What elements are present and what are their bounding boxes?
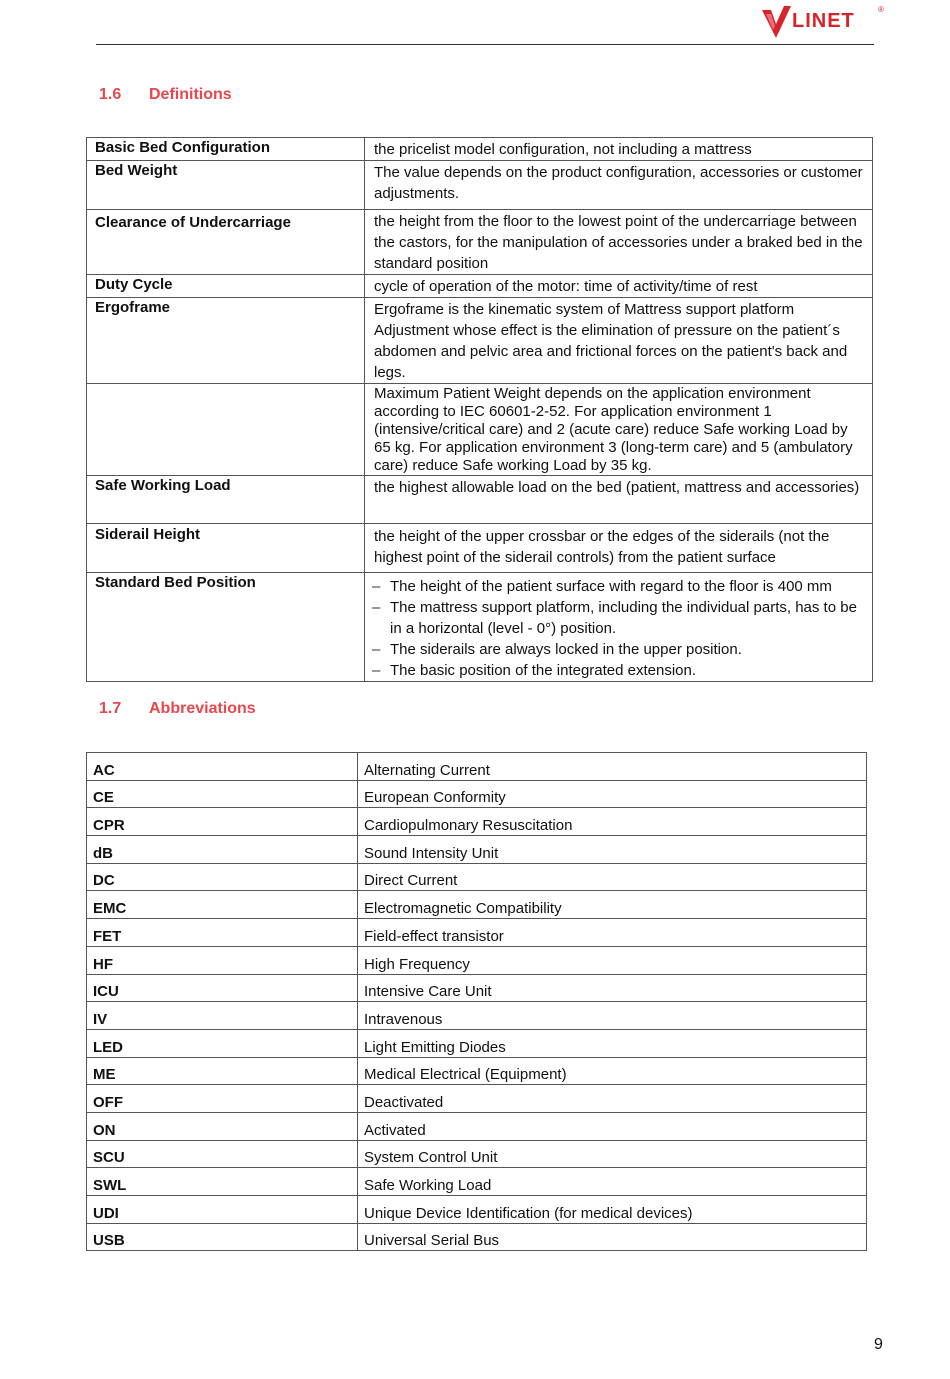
definition-text: the highest allowable load on the bed (patient, mattress and accessories) (365, 476, 873, 524)
abbreviation: SWL (87, 1168, 358, 1196)
section-title: Definitions (149, 86, 232, 103)
abbreviation: FET (87, 919, 358, 947)
table-row (87, 1140, 867, 1168)
table-row (87, 1029, 867, 1057)
section-number: 1.7 (99, 700, 122, 717)
abbreviation-meaning: Sound Intensity Unit (358, 836, 867, 864)
definition-term: Duty Cycle (87, 275, 365, 298)
logo-registered-mark: ® (878, 5, 884, 14)
table-row (87, 476, 873, 524)
table-row (87, 1002, 867, 1030)
table-row (87, 275, 873, 298)
abbreviation-meaning: Activated (358, 1112, 867, 1140)
table-row (87, 891, 867, 919)
abbreviation-meaning: Unique Device Identification (for medical devices) (358, 1196, 867, 1224)
list-item: – The height of the patient surface with regard to the floor is 400 mm (374, 576, 864, 597)
section-heading-abbreviations (99, 700, 256, 718)
abbreviation-meaning: Universal Serial Bus (358, 1223, 867, 1251)
abbreviation: LED (87, 1029, 358, 1057)
abbreviation: OFF (87, 1085, 358, 1113)
definition-text (365, 573, 873, 682)
abbreviation-meaning: System Control Unit (358, 1140, 867, 1168)
table-row (87, 808, 867, 836)
abbreviation-meaning: Electromagnetic Compatibility (358, 891, 867, 919)
abbreviation-meaning: Field-effect transistor (358, 919, 867, 947)
linet-logo-mark (762, 4, 792, 40)
definitions-table (86, 137, 873, 682)
table-row (87, 1112, 867, 1140)
table-row (87, 138, 873, 161)
table-row (87, 1223, 867, 1251)
definition-term: Safe Working Load (87, 476, 365, 524)
table-row (87, 974, 867, 1002)
abbreviation: USB (87, 1223, 358, 1251)
header-rule (96, 44, 874, 45)
abbreviation-meaning: Medical Electrical (Equipment) (358, 1057, 867, 1085)
definition-term: Standard Bed Position (87, 573, 365, 682)
page-number: 9 (874, 1336, 883, 1353)
table-row (87, 753, 867, 781)
abbreviation: SCU (87, 1140, 358, 1168)
definition-term: Ergoframe (87, 298, 365, 384)
table-row (87, 1168, 867, 1196)
table-row (87, 161, 873, 210)
definition-text: The value depends on the product configuration, accessories or customer adjustments. (365, 161, 873, 210)
table-row (87, 210, 873, 275)
definition-term: Basic Bed Configuration (87, 138, 365, 161)
abbreviation: UDI (87, 1196, 358, 1224)
abbreviation: CE (87, 780, 358, 808)
definition-text: the height of the upper crossbar or the edges of the siderails (not the highest point of the siderail controls) from the patient surface (365, 524, 873, 573)
table-row (87, 946, 867, 974)
table-row (87, 836, 867, 864)
section-heading-definitions (99, 86, 232, 104)
linet-logo (762, 4, 887, 40)
abbreviation-meaning: Deactivated (358, 1085, 867, 1113)
list-item: – The basic position of the integrated extension. (374, 660, 864, 681)
abbreviation-meaning: Intravenous (358, 1002, 867, 1030)
table-row (87, 1057, 867, 1085)
definition-term: Clearance of Undercarriage (87, 210, 365, 275)
table-row (87, 1085, 867, 1113)
abbreviation: EMC (87, 891, 358, 919)
table-row (87, 919, 867, 947)
logo-wordmark: LINET (792, 10, 855, 32)
section-number: 1.6 (99, 86, 122, 103)
abbreviation-meaning: Safe Working Load (358, 1168, 867, 1196)
abbreviation: CPR (87, 808, 358, 836)
list-item: – The siderails are always locked in the upper position. (374, 639, 864, 660)
abbreviation: IV (87, 1002, 358, 1030)
abbreviation: ICU (87, 974, 358, 1002)
definition-text: the height from the floor to the lowest point of the undercarriage between the castors, for the manipulation of accessories under a braked bed in the standard position (365, 210, 873, 275)
abbreviation-meaning: Direct Current (358, 863, 867, 891)
abbreviation-meaning: European Conformity (358, 780, 867, 808)
abbreviation: ON (87, 1112, 358, 1140)
definition-text: the pricelist model configuration, not including a mattress (365, 138, 873, 161)
abbreviation: DC (87, 863, 358, 891)
abbreviation-meaning: Alternating Current (358, 753, 867, 781)
table-row (87, 524, 873, 573)
standard-position-list (374, 574, 864, 681)
table-row (87, 573, 873, 682)
abbreviation: HF (87, 946, 358, 974)
definition-text: Maximum Patient Weight depends on the application environment according to IEC 60601-2-52. For application environment 1 (intensive/critical care) and 2 (acute care) reduce Safe working Load by 65 kg. For application environment 3 (long-term care) and 5 (ambulatory care) reduce Safe working Load by 35 kg. (365, 384, 873, 476)
abbreviation-meaning: Light Emitting Diodes (358, 1029, 867, 1057)
abbreviation-meaning: Cardiopulmonary Resuscitation (358, 808, 867, 836)
abbreviation-meaning: Intensive Care Unit (358, 974, 867, 1002)
abbreviations-table (86, 752, 867, 1251)
definition-term: Bed Weight (87, 161, 365, 210)
definition-text: cycle of operation of the motor: time of activity/time of rest (365, 275, 873, 298)
section-title: Abbreviations (149, 700, 256, 717)
table-row (87, 384, 873, 476)
table-row (87, 863, 867, 891)
abbreviation: ME (87, 1057, 358, 1085)
definition-term (87, 384, 365, 476)
list-item: – The mattress support platform, including the individual parts, has to be in a horizontal (level - 0°) position. (374, 597, 864, 639)
table-row (87, 298, 873, 384)
definition-text: Ergoframe is the kinematic system of Mattress support platform Adjustment whose effect is the elimination of pressure on the patient´s abdomen and pelvic area and frictional forces on the patient's back and legs. (365, 298, 873, 384)
abbreviation-meaning: High Frequency (358, 946, 867, 974)
abbreviation: AC (87, 753, 358, 781)
abbreviation: dB (87, 836, 358, 864)
definition-term: Siderail Height (87, 524, 365, 573)
table-row (87, 1196, 867, 1224)
table-row (87, 780, 867, 808)
